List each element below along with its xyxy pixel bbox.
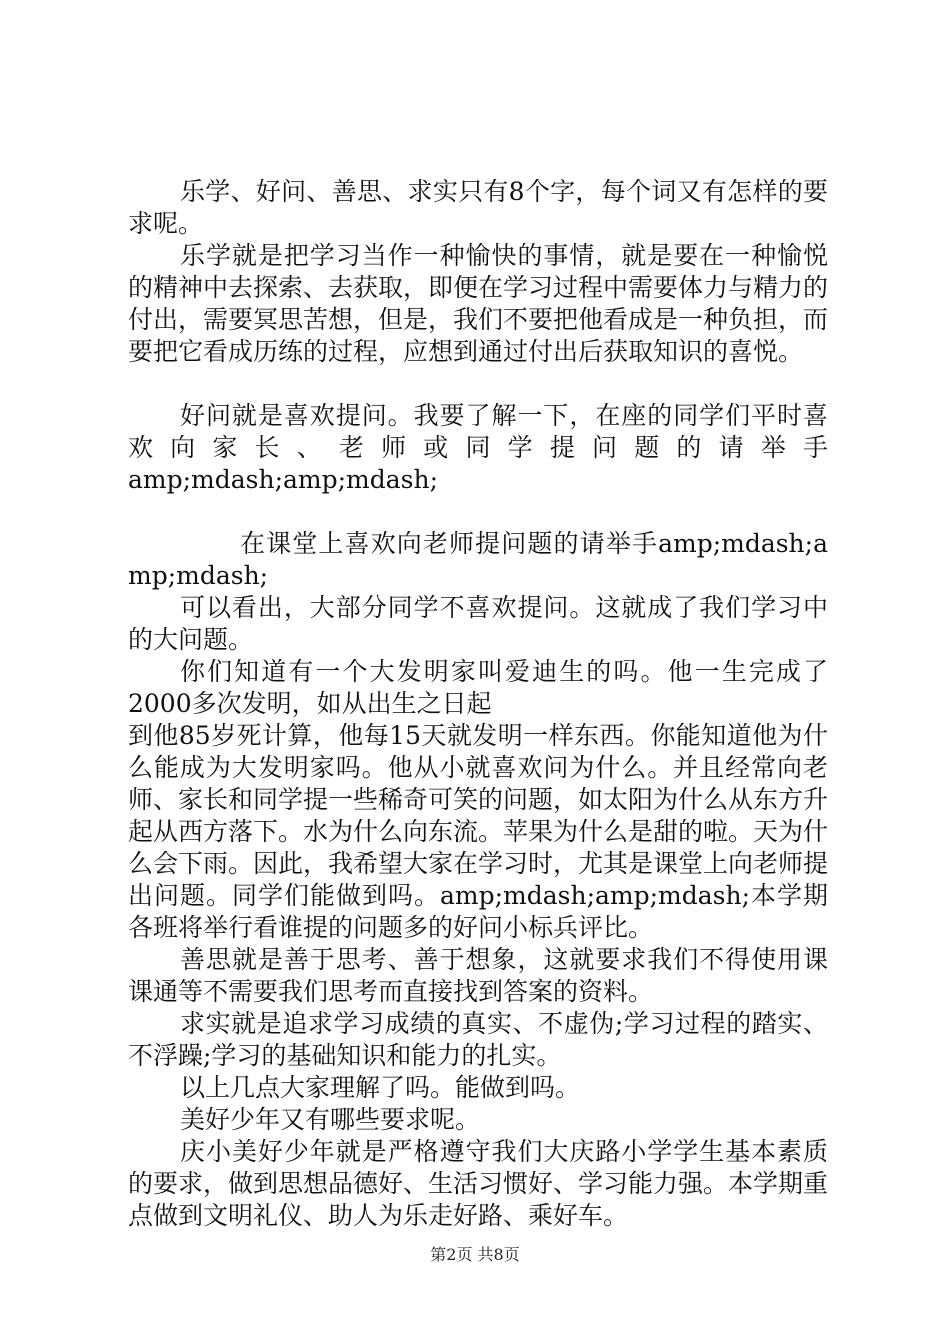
paragraph: 乐学就是把学习当作一种愉快的事情，就是要在一种愉悦的精神中去探索、去获取，即便在学习过程中需要体力与精力的付出，需要冥思苦想，但是，我们不要把他看成是一种负担，而要把它看成历练的过程，应想到通过付出后获取知识的喜悦。 bbox=[128, 241, 829, 366]
paragraph: 在课堂上喜欢向老师提问题的请举手amp;mdash;amp;mdash; bbox=[128, 529, 828, 590]
paragraph: 求实就是追求学习成绩的真实、不虚伪;学习过程的踏实、不浮躁;学习的基础知识和能力的扎实。 bbox=[128, 1009, 828, 1070]
paragraph: 可以看出，大部分同学不喜欢提问。这就成了我们学习中的大问题。 bbox=[128, 593, 828, 654]
paragraph: 你们知道有一个大发明家叫爱迪生的吗。他一生完成了2000多次发明，如从出生之日起 bbox=[128, 657, 828, 718]
paragraph: 庆小美好少年就是严格遵守我们大庆路小学学生基本素质的要求，做到思想品德好、生活习惯好、学习能力强。本学期重点做到文明礼仪、助人为乐走好路、乘好车。 bbox=[128, 1137, 829, 1230]
paragraph: 乐学、好问、善思、求实只有8个字，每个词又有怎样的要求呢。 bbox=[128, 177, 828, 238]
paragraph: 到他85岁死计算，他每15天就发明一样东西。你能知道他为什么能成为大发明家吗。他从小就喜欢问为什么。并且经常向老师、家长和同学提一些稀奇可笑的问题，如太阳为什么从东方升起从西方落下。水为什么向东流。苹果为什么是甜的啦。天为什么会下雨。因此，我希望大家在学习时，尤其是课堂上向老师提出问题。同学们能做到吗。amp;mdash;amp;mdash;本学期各班将举行看谁提的问题多的好问小标兵评比。 bbox=[128, 721, 829, 942]
page-footer: 第2页 共8页 bbox=[430, 1245, 520, 1264]
paragraph: 以上几点大家理解了吗。能做到吗。 bbox=[180, 1073, 581, 1102]
paragraph: 善思就是善于思考、善于想象，这就要求我们不得使用课课通等不需要我们思考而直接找到答案的资料。 bbox=[128, 945, 828, 1006]
paragraph: 美好少年又有哪些要求呢。 bbox=[180, 1105, 481, 1134]
paragraph: 好问就是喜欢提问。我要了解一下，在座的同学们平时喜欢向家长、老师或同学提问题的请举手amp;mdash;amp;mdash; bbox=[128, 401, 828, 494]
body-text bbox=[128, 176, 828, 1232]
